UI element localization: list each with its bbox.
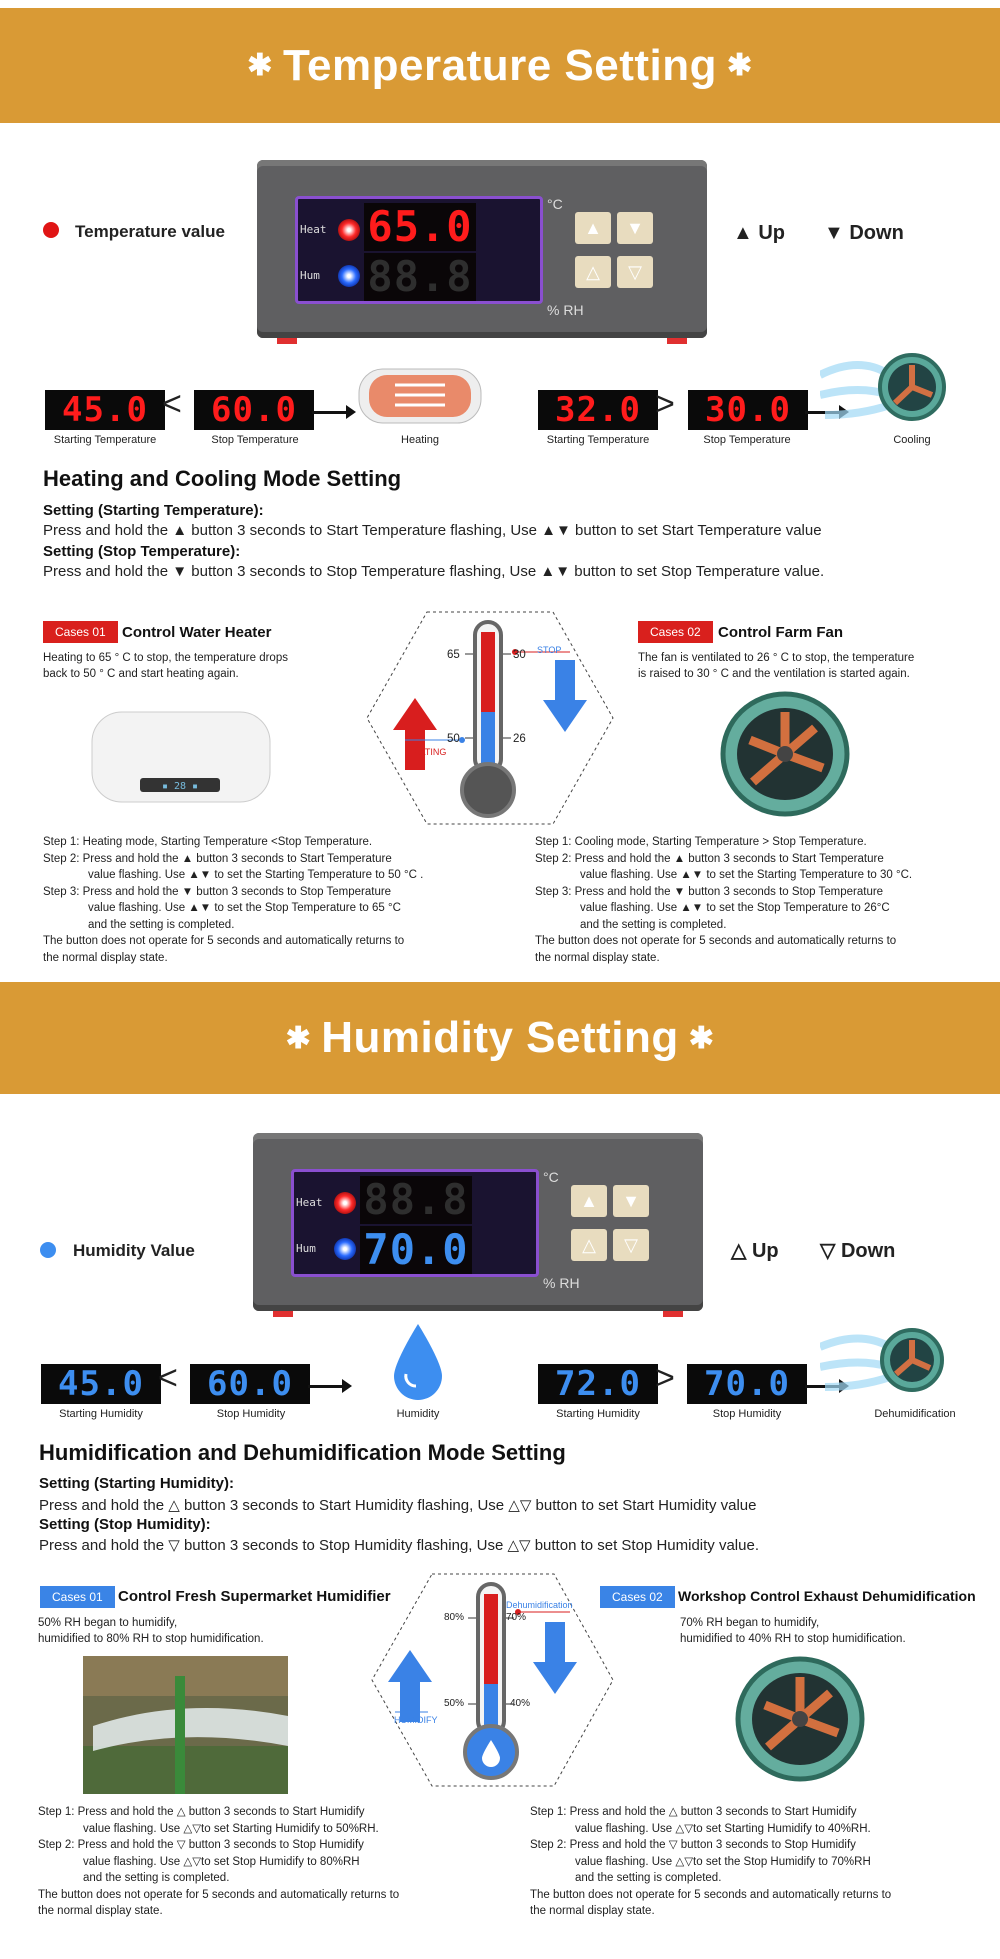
step-line: and the setting is completed.	[83, 1872, 230, 1884]
h-case2-badge: Cases 02	[600, 1586, 675, 1608]
thermo-left-bottom: 50	[447, 733, 460, 745]
h-case1-title: Control Fresh Supermarket Humidifier	[118, 1588, 391, 1605]
top-reading: 88.8	[360, 1176, 472, 1224]
temp-stop-text: Press and hold the ▼ button 3 seconds to Stop Temperature flashing, Use ▲▼ button to set Stop Temperature value.	[43, 563, 825, 580]
heating-start-display: 45.0	[45, 390, 165, 430]
humidity-caption: Humidity	[396, 1408, 440, 1420]
bottom-reading: 88.8	[364, 253, 476, 301]
legend-down-label: Down	[840, 1240, 896, 1262]
unit-rh: % RH	[543, 1275, 580, 1291]
hum-led-icon	[334, 1238, 356, 1260]
down-button[interactable]: ▼	[617, 212, 653, 244]
step-line: The button does not operate for 5 seconds and automatically returns to	[530, 1888, 892, 1901]
humid-stop-heading: Setting (Stop Humidity):	[39, 1516, 211, 1533]
h-case1-desc2: humidified to 80% RH to stop humidification.	[38, 1633, 264, 1645]
humidity-banner-title: Humidity Setting	[321, 1013, 679, 1062]
water-drop-icon	[390, 1322, 446, 1404]
step-line: Step 2: Press and hold the ▽ button 3 seconds to Stop Humidify	[530, 1839, 856, 1851]
step-line: Step 1: Press and hold the △ button 3 seconds to Start Humidify	[38, 1806, 365, 1818]
h-thermo-left-bottom: 50%	[444, 1698, 465, 1709]
unit-celsius: °C	[547, 196, 563, 212]
heating-caption: Heating	[401, 434, 439, 446]
unit-rh: % RH	[547, 302, 584, 318]
cooling-fan-icon	[820, 345, 950, 440]
dehumid-caption: Dehumidification	[874, 1408, 956, 1420]
h-thermo-dehumid-tag: Dehumidification	[506, 1600, 573, 1610]
legend-up-label: Up	[758, 222, 786, 244]
hum-label: Hum	[296, 1242, 316, 1255]
down-hollow-button[interactable]: ▽	[613, 1229, 649, 1261]
humid-stop-text: Press and hold the ▽ button 3 seconds to Stop Humidity flashing, Use △▽ button to set Stop Humidity value.	[39, 1537, 759, 1554]
exhaust-fan-image	[730, 1655, 870, 1783]
up-arrow-icon: ▲	[733, 222, 759, 244]
hum-led-icon	[338, 265, 360, 287]
humid-stop-caption: Stop Humidity	[216, 1408, 286, 1420]
star-icon: ✱	[285, 1021, 312, 1055]
temperature-banner-title: Temperature Setting	[282, 40, 718, 90]
legend-up	[731, 1238, 779, 1263]
case2-desc1: The fan is ventilated to 26 ° C to stop, the temperature	[638, 652, 915, 664]
h-thermo-right-bottom: 40%	[510, 1698, 531, 1709]
step-line: Step 2: Press and hold the ▲ button 3 seconds to Start Temperature	[43, 852, 392, 865]
legend-down	[820, 1238, 895, 1263]
star-icon: ✱	[688, 1021, 715, 1055]
cooling-stop-caption: Stop Temperature	[703, 434, 791, 446]
red-dot-icon	[43, 222, 59, 238]
h-case1-steps	[38, 1804, 399, 1920]
greater-than-sign: >	[655, 1359, 675, 1397]
svg-text:▪ 28 ▪: ▪ 28 ▪	[161, 781, 199, 792]
case1-steps	[43, 834, 423, 966]
heat-label: Heat	[300, 223, 327, 236]
temp-mode-title: Heating and Cooling Mode Setting	[43, 466, 402, 491]
h-case2-desc2: humidified to 40% RH to stop humidification.	[680, 1633, 906, 1645]
arrow-right-icon	[312, 411, 348, 414]
star-icon: ✱	[247, 49, 273, 82]
step-line: and the setting is completed.	[575, 1872, 722, 1884]
h-case2-desc1: 70% RH began to humidify,	[680, 1617, 820, 1629]
thermo-right-bottom: 26	[513, 733, 526, 745]
case2-title: Control Farm Fan	[718, 624, 844, 641]
up-hollow-button[interactable]: △	[571, 1229, 607, 1261]
step-line: The button does not operate for 5 seconds and automatically returns to	[535, 935, 897, 947]
heat-led-icon	[334, 1192, 356, 1214]
heating-start-caption: Starting Temperature	[53, 434, 157, 446]
case2-steps	[535, 834, 912, 966]
h-thermo-humidify-tag: HUMIDIFY	[394, 1715, 438, 1725]
step-line: Step 3: Press and hold the ▼ button 3 seconds to Stop Temperature	[535, 885, 884, 898]
unit-celsius: °C	[543, 1169, 559, 1185]
step-line: the normal display state.	[530, 1905, 655, 1917]
legend-down	[824, 222, 904, 245]
legend-up	[733, 222, 785, 245]
dehumid-start-caption: Starting Humidity	[556, 1408, 640, 1420]
step-line: Step 1: Cooling mode, Starting Temperature > Stop Temperature.	[535, 836, 867, 848]
humid-mode-title: Humidification and Dehumidification Mode Setting	[39, 1440, 566, 1465]
step-line: and the setting is completed.	[88, 918, 235, 931]
humid-start-display: 45.0	[41, 1364, 161, 1404]
temperature-value-label: Temperature value	[75, 222, 225, 241]
step-line: the normal display state.	[43, 951, 168, 964]
greater-than-sign: >	[655, 385, 675, 423]
water-heater-image	[90, 706, 272, 806]
step-line: the normal display state.	[535, 951, 660, 964]
controller-screen	[291, 1169, 539, 1277]
thermo-right-top: 30	[513, 649, 526, 661]
heat-led-icon	[338, 219, 360, 241]
farm-fan-image	[715, 690, 855, 818]
case2-desc2: is raised to 30 ° C and the ventilation is started again.	[638, 668, 910, 680]
cooling-start-caption: Starting Temperature	[546, 434, 650, 446]
temperature-banner	[0, 8, 1000, 123]
humidity-value-label: Humidity Value	[73, 1241, 195, 1260]
humid-start-heading: Setting (Starting Humidity):	[39, 1475, 234, 1492]
temp-start-heading: Setting (Starting Temperature):	[43, 502, 264, 519]
hum-label: Hum	[300, 269, 320, 282]
h-case1-desc1: 50% RH began to humidify,	[38, 1617, 178, 1629]
humid-stop-display: 60.0	[190, 1364, 310, 1404]
temperature-thermometer-diagram	[365, 610, 615, 826]
up-hollow-button[interactable]: △	[575, 256, 611, 288]
down-arrow-icon: ▼	[824, 222, 850, 244]
step-line: Step 2: Press and hold the ▲ button 3 seconds to Start Temperature	[535, 852, 884, 865]
humidity-banner	[0, 982, 1000, 1094]
top-reading: 65.0	[364, 203, 476, 251]
h-thermo-right-top: 70%	[506, 1612, 527, 1623]
controller-screen	[295, 196, 543, 304]
h-case2-title: Workshop Control Exhaust Dehumidification	[678, 1588, 976, 1604]
step-line: value flashing. Use △▽to set Starting Humidify to 50%RH.	[83, 1822, 379, 1835]
dehumid-stop-display: 70.0	[687, 1364, 807, 1404]
arrow-right-icon	[308, 1385, 344, 1388]
step-line: Step 3: Press and hold the ▼ button 3 seconds to Stop Temperature	[43, 885, 392, 898]
legend-up-label: Up	[751, 1240, 779, 1262]
humidity-thermometer-diagram	[370, 1572, 615, 1788]
cooling-stop-display: 30.0	[688, 390, 808, 430]
h-thermo-left-top: 80%	[444, 1612, 465, 1623]
up-button[interactable]: ▲	[575, 212, 611, 244]
cooling-start-display: 32.0	[538, 390, 658, 430]
thermo-left-top: 65	[447, 649, 460, 661]
down-button[interactable]: ▼	[613, 1185, 649, 1217]
case2-badge: Cases 02	[638, 621, 713, 643]
up-button[interactable]: ▲	[571, 1185, 607, 1217]
heating-stop-display: 60.0	[194, 390, 314, 430]
supermarket-humidifier-image	[83, 1656, 288, 1794]
dehumid-start-display: 72.0	[538, 1364, 658, 1404]
thermo-heating-tag: HEATING	[407, 747, 447, 757]
heating-stop-caption: Stop Temperature	[211, 434, 299, 446]
less-than-sign: <	[158, 1359, 178, 1397]
step-line: value flashing. Use △▽to set Starting Humidify to 40%RH.	[575, 1822, 871, 1835]
step-line: value flashing. Use ▲▼ to set the Starting Temperature to 30 °C.	[580, 869, 913, 881]
step-line: and the setting is completed.	[580, 918, 727, 931]
humid-start-caption: Starting Humidity	[59, 1408, 143, 1420]
less-than-sign: <	[162, 385, 182, 423]
blue-dot-icon	[40, 1242, 56, 1258]
step-line: value flashing. Use ▲▼ to set the Starting Temperature to 50 °C .	[88, 869, 424, 881]
step-line: The button does not operate for 5 seconds and automatically returns to	[38, 1888, 400, 1901]
h-case1-badge: Cases 01	[40, 1586, 115, 1608]
step-line: Step 2: Press and hold the ▽ button 3 seconds to Stop Humidify	[38, 1839, 364, 1851]
step-line: value flashing. Use △▽to set Stop Humidify to 80%RH	[83, 1855, 360, 1868]
case1-desc1: Heating to 65 ° C to stop, the temperature drops	[43, 652, 288, 664]
step-line: value flashing. Use ▲▼ to set the Stop Temperature to 26°C	[580, 902, 890, 914]
heat-label: Heat	[296, 1196, 323, 1209]
up-hollow-arrow-icon: △	[731, 1240, 752, 1262]
water-heater-icon	[355, 365, 485, 427]
step-line: The button does not operate for 5 seconds and automatically returns to	[43, 935, 405, 947]
temp-stop-heading: Setting (Stop Temperature):	[43, 543, 241, 560]
h-case2-steps	[530, 1804, 891, 1920]
step-line: value flashing. Use ▲▼ to set the Stop Temperature to 65 °C	[88, 902, 401, 914]
humidity-controller	[253, 1133, 703, 1311]
step-line: the normal display state.	[38, 1905, 163, 1917]
down-hollow-arrow-icon: ▽	[820, 1240, 841, 1262]
step-line: Step 1: Heating mode, Starting Temperature <Stop Temperature.	[43, 836, 373, 848]
bottom-reading: 70.0	[360, 1226, 472, 1274]
star-icon: ✱	[727, 49, 753, 82]
humid-start-text: Press and hold the △ button 3 seconds to Start Humidity flashing, Use △▽ button to set Start Humidity value	[39, 1497, 757, 1514]
down-hollow-button[interactable]: ▽	[617, 256, 653, 288]
cooling-caption: Cooling	[893, 434, 931, 446]
step-line: value flashing. Use △▽to set the Stop Humidify to 70%RH	[575, 1855, 871, 1868]
case1-desc2: back to 50 ° C and start heating again.	[43, 668, 239, 680]
dehumid-stop-caption: Stop Humidity	[712, 1408, 782, 1420]
case1-badge: Cases 01	[43, 621, 118, 643]
legend-down-label: Down	[849, 222, 904, 244]
temperature-controller	[257, 160, 707, 338]
dehumidify-fan-icon	[820, 1322, 950, 1407]
temp-start-text: Press and hold the ▲ button 3 seconds to Start Temperature flashing, Use ▲▼ button to set Start Temperature value	[43, 522, 822, 539]
step-line: Step 1: Press and hold the △ button 3 seconds to Start Humidify	[530, 1806, 857, 1818]
case1-title: Control Water Heater	[122, 624, 272, 641]
thermo-stop-tag: STOP	[537, 645, 562, 655]
